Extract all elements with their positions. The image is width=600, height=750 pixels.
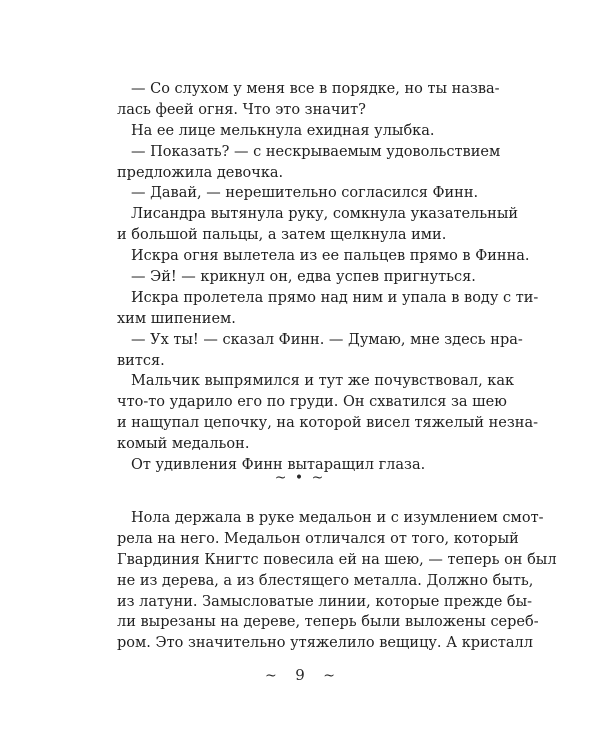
footer-ornament-left: ~ <box>265 668 277 684</box>
text-line: лась феей огня. Что это значит? <box>117 101 366 118</box>
text-line: и большой пальцы, а затем щелкнула ими. <box>117 227 447 244</box>
text-line: — Показать? — с нескрываемым удовольствием <box>131 143 501 160</box>
page-number: 9 <box>295 666 305 684</box>
text-line: комый медальон. <box>117 436 250 453</box>
text-line: — Ух ты! — сказал Финн. — Думаю, мне здесь нра- <box>131 331 523 348</box>
text-line: Гвардиния Книгтс повесила ей на шею, — теперь он был <box>117 551 557 568</box>
text-line: Нола держала в руке медальон и с изумлением смот- <box>131 510 544 526</box>
text-line: что-то ударило его по груди. Он схватился за шею <box>117 394 507 411</box>
text-line: — Давай, — нерешительно согласился Финн. <box>131 185 479 202</box>
text-line: ром. Это значительно утяжелило вещицу. А кристалл <box>117 635 533 652</box>
text-line: Лисандра вытянула руку, сомкнула указательный <box>131 206 519 223</box>
text-line: рела на него. Медальон отличался от того, который <box>117 530 519 547</box>
text-line: На ее лице мелькнула ехидная улыбка. <box>131 122 435 139</box>
text-line: ли вырезаны на дереве, теперь были выложены сереб- <box>117 614 539 631</box>
text-line: Искра огня вылетела из ее пальцев прямо в Финна. <box>131 248 530 265</box>
page-footer <box>0 666 600 684</box>
text-section-1 <box>117 79 539 476</box>
footer-ornament-right: ~ <box>323 668 335 684</box>
text-line: предложила девочка. <box>117 164 284 181</box>
text-line: — Со слухом у меня все в порядке, но ты назва- <box>131 81 500 97</box>
text-line: От удивления Финн вытаращил глаза. <box>131 457 426 474</box>
text-line: не из дерева, а из блестящего металла. Должно быть, <box>117 572 534 589</box>
text-line: Мальчик выпрямился и тут же почувствовал, как <box>131 373 515 390</box>
text-line: и нащупал цепочку, на которой висел тяжелый незна- <box>117 415 538 432</box>
text-line: — Эй! — крикнул он, едва успев пригнуться. <box>131 269 476 286</box>
section-divider-ornament: ~ • ~ <box>274 470 326 486</box>
text-line: вится. <box>117 352 165 369</box>
text-line: хим шипением. <box>117 310 236 327</box>
text-line: из латуни. Замысловатые линии, которые прежде бы- <box>117 593 533 610</box>
text-line: Искра пролетела прямо над ним и упала в воду с ти- <box>131 289 539 306</box>
text-section-2 <box>117 508 557 654</box>
